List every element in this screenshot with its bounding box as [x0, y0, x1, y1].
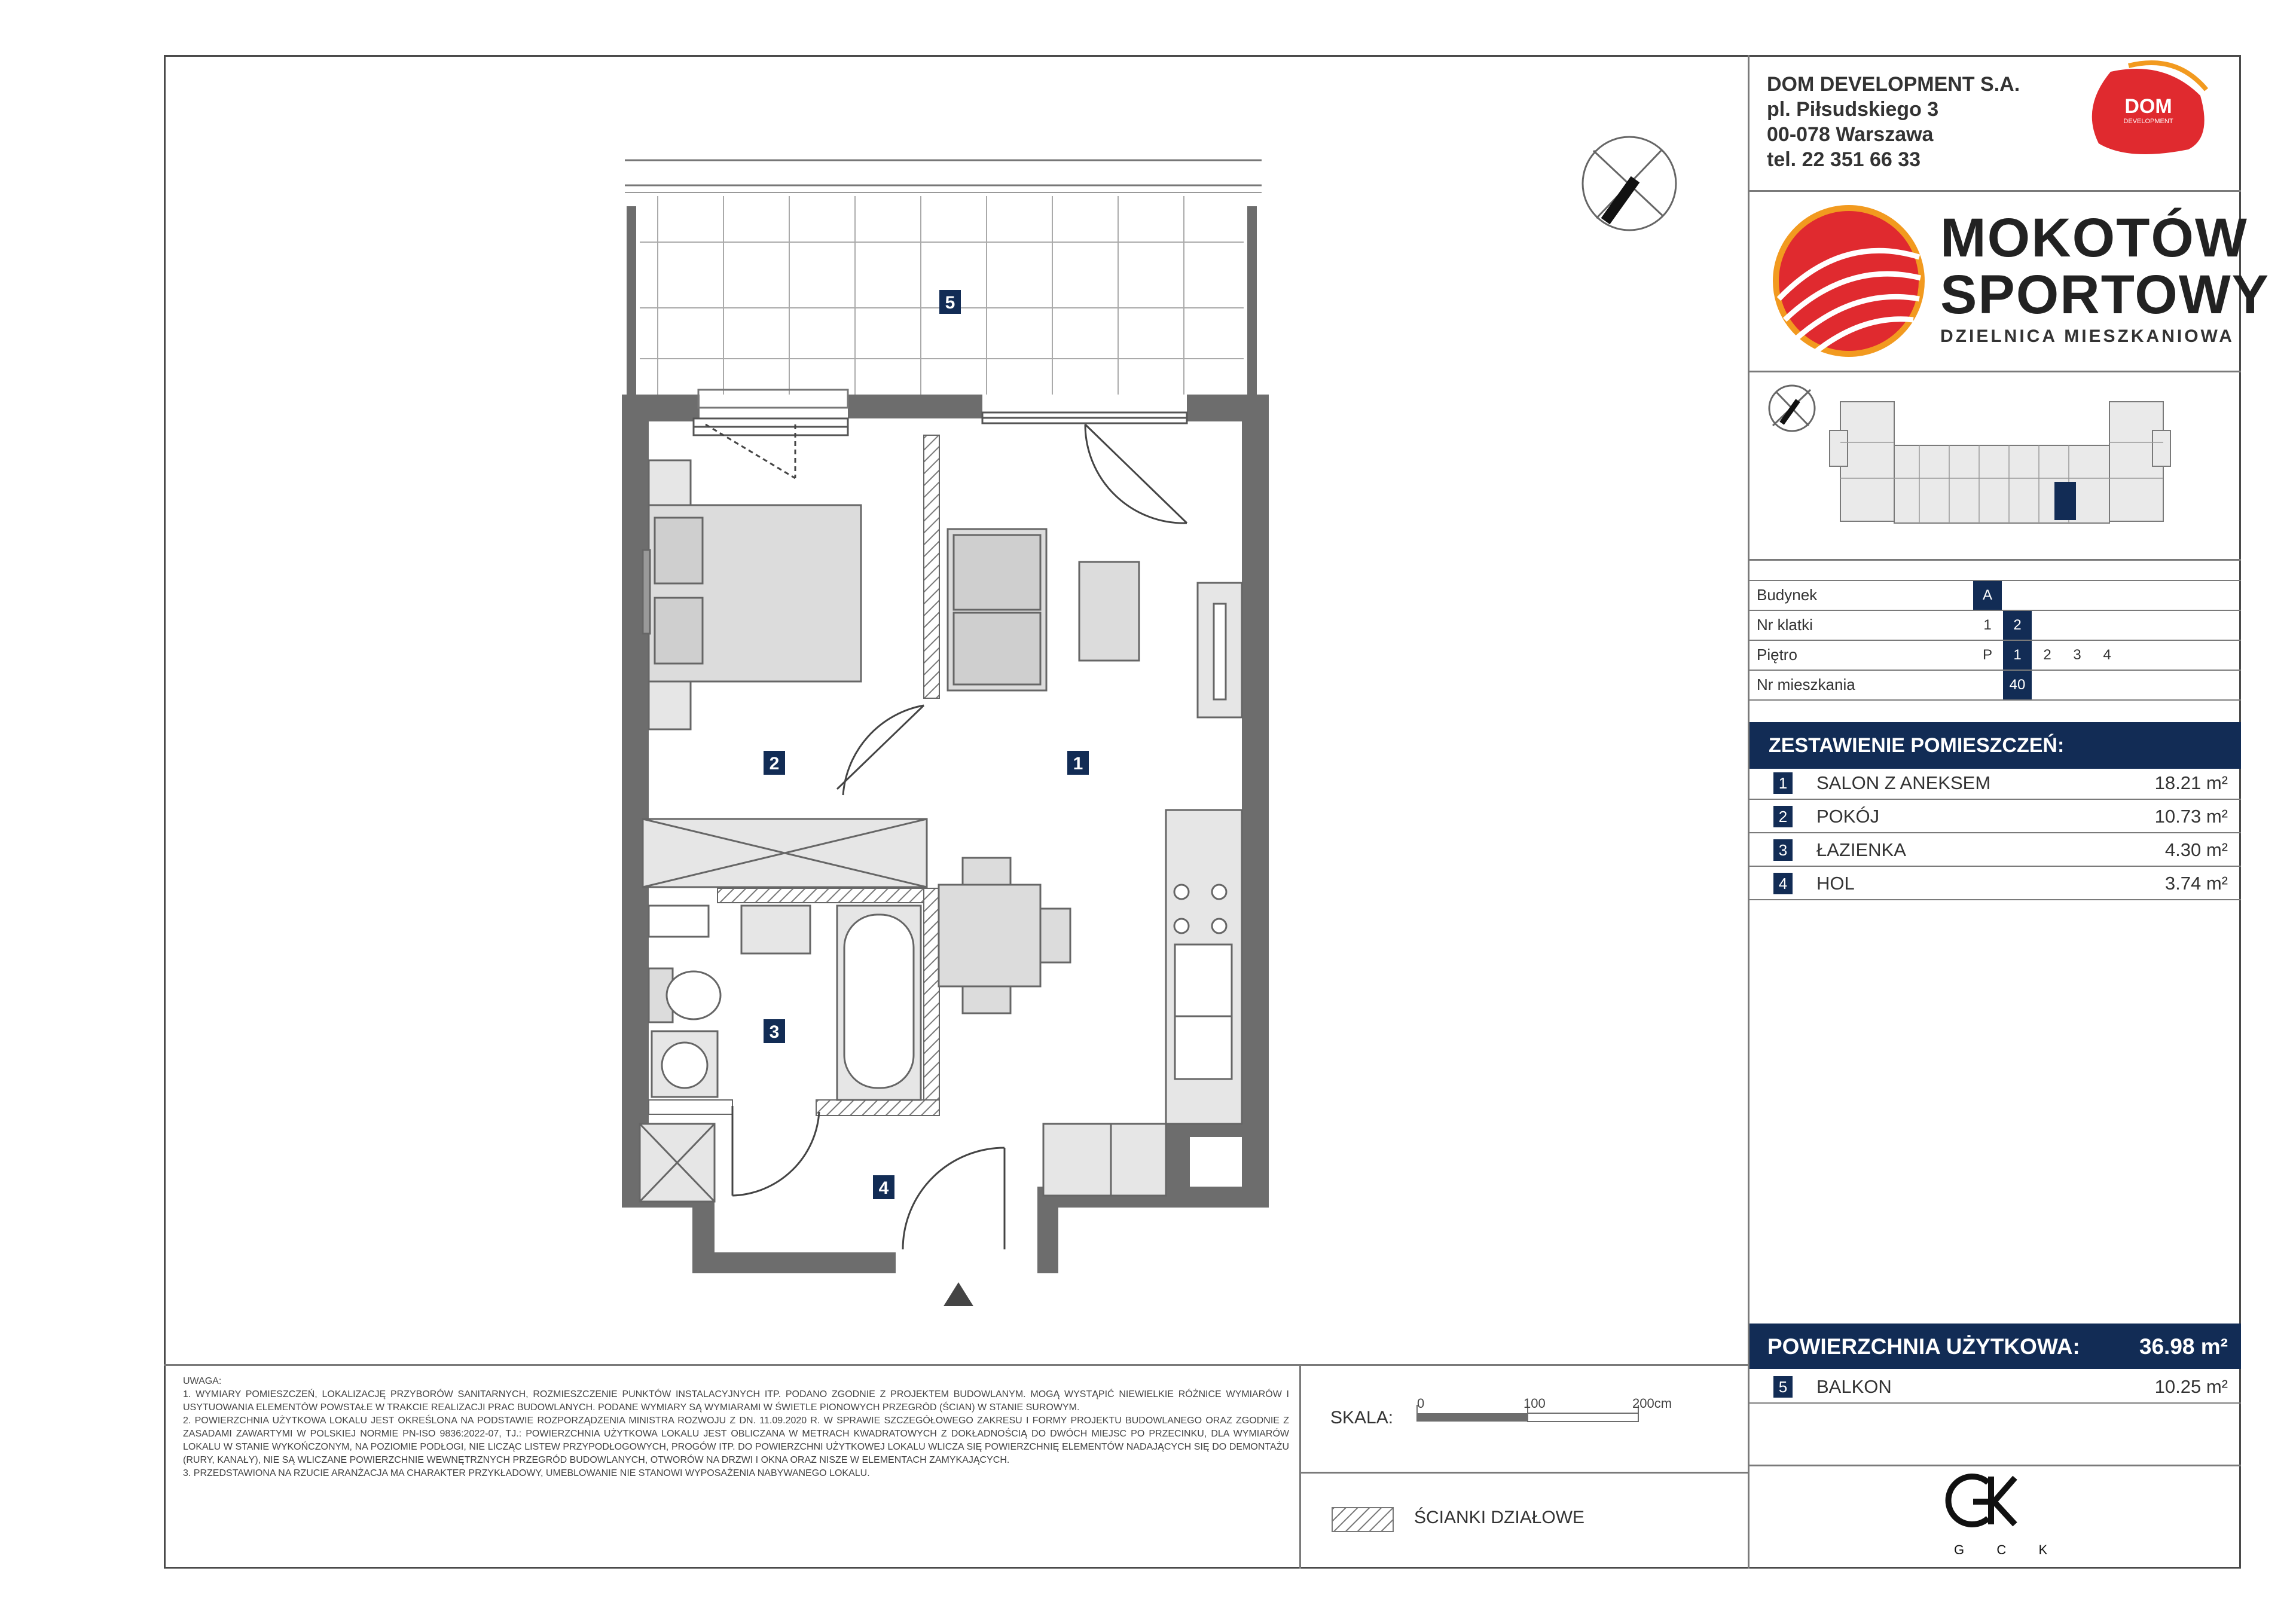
legend-hatch-swatch — [1332, 1508, 1393, 1532]
balcony-divider — [1750, 1402, 2241, 1404]
gck-logo-icon — [1949, 1477, 2015, 1524]
dom-logo-text — [2103, 96, 2193, 126]
scale-tick-200: 200cm — [1632, 1396, 1672, 1411]
company-phone: tel. 22 351 66 33 — [1767, 148, 1921, 171]
balcony-num: 5 — [1773, 1376, 1793, 1398]
room-area-1: 18.21 m² — [2154, 772, 2228, 793]
project-title-2: SPORTOWY — [1940, 264, 2270, 325]
room-row-4 — [1750, 867, 2240, 898]
label-staircase: Nr klatki — [1757, 616, 1813, 634]
compass-icon — [1583, 137, 1676, 230]
note-2: 2. POWIERZCHNIA UŻYTKOWA LOKALU JEST OKREŚLONA NA PODSTAWIE ROZPORZĄDZENIA MINISTRA ROZWOJU Z DN. 11.09.2020 R. W SPRAWIE SZCZEGÓŁOWEGO ZAKRESU I FORMY PROJEKTU BUDOWLANEGO ORAZ ZGODNIE Z ZASADAMI ZAWARTYMI W POLSKIEJ NORMIE PN-ISO 9836:2022-07, TJ.: POWIERZCHNIA UŻYTKOWA LOKALU JEST OBLICZANA W METRACH KWADRATOWYCH Z DOKŁADNOŚCIĄ DO DWÓCH MIEJSC PO PRZECINKU, DLA WYMIARÓW LOKALU W STANIE WYKOŃCZONYM, NA POZIOMIE PODŁOGI, NIE LICZĄC LISTEW PRZYPODŁOGOWYCH, PROGÓW ITP. DO POWIERZCHNI UŻYTKOWEJ LOKALU WLICZA SIĘ POWIERZCHNIĘ ELEMENTÓW NADAJĄCYCH SIĘ DO DEMONTAŻU (RURY, KANAŁY), NIE SĄ WLICZANE POWIERZCHNIE WEWNĘTRZNYCH PRZEGRÓD BUDOWLANYCH, OTWORÓW NA DRZWI I OKNA ORAZ NISZE W ELEMENTACH ZAMYKAJĄCYCH. — [183, 1416, 1289, 1465]
loc-line-4 — [1750, 699, 2241, 701]
usable-area-bar — [1750, 1324, 2241, 1369]
room-area-3: 4.30 m² — [2164, 839, 2228, 860]
room-row-1 — [1750, 766, 2240, 797]
room-area-2: 10.73 m² — [2154, 806, 2228, 827]
rooms-header — [1750, 722, 2241, 769]
room-divider-4 — [1750, 899, 2241, 900]
label-flat-number: Nr mieszkania — [1757, 676, 1855, 693]
floor-p: P — [1982, 647, 1992, 663]
room-area-4: 3.74 m² — [2164, 873, 2228, 894]
company-name: DOM DEVELOPMENT S.A. — [1767, 73, 2020, 96]
location-table — [1750, 580, 2241, 699]
floor-4: 4 — [2103, 647, 2111, 663]
legend-partition-label: ŚCIANKI DZIAŁOWE — [1414, 1508, 1585, 1527]
dom-logo-word: DOM — [2124, 95, 2172, 118]
balcony-area: 10.25 m² — [2154, 1376, 2228, 1397]
plan-label-2: 2 — [769, 754, 780, 774]
furniture — [640, 460, 1242, 1202]
floor-2: 2 — [2043, 647, 2051, 663]
usable-area-label: POWIERZCHNIA UŻYTKOWA: — [1767, 1334, 2080, 1359]
plan-label-5: 5 — [945, 293, 955, 313]
notes-block — [183, 1375, 1289, 1480]
room-num-2: 2 — [1773, 806, 1793, 827]
room-row-2 — [1750, 800, 2240, 831]
mokotow-sportowy-logo-icon — [1776, 208, 1922, 357]
room-name-1: SALON Z ANEKSEM — [1816, 772, 1991, 793]
note-1: 1. WYMIARY POMIESZCZEŃ, LOKALIZACJĘ PRZYBORÓW SANITARNYCH, ROZMIESZCZENIE PUNKTÓW INSTALACYJNYCH ITP. PODANO ZGODNIE Z PROJEKTEM BUDOWLANYM. MOGĄ WYSTĄPIĆ NIEWIELKIE RÓŻNICE WYMIARÓW I USYTUOWANIA ELEMENTÓW POWSTAŁE W TRAKCIE REALIZACJI PRAC BUDOWLANYCH. PODANE WYMIARY SĄ WYMIARAMI W ŚWIETLE PIONOWYCH PRZEGRÓD (ŚCIAN) W STANIE SUROWYM. — [183, 1389, 1289, 1413]
gck-letters: G C K — [1954, 1542, 2056, 1557]
staircase-1: 1 — [1983, 617, 1992, 633]
balcony-row — [1750, 1370, 2240, 1401]
scale-tick-100: 100 — [1523, 1396, 1546, 1411]
plan-label-1: 1 — [1073, 754, 1083, 774]
room-num-4: 4 — [1773, 873, 1793, 894]
balcony — [625, 160, 1262, 398]
balcony-name: BALKON — [1816, 1376, 1892, 1397]
plan-label-3: 3 — [769, 1022, 780, 1042]
notes-title: UWAGA: — [183, 1376, 222, 1386]
loc-line-3 — [1750, 670, 2241, 671]
staircase-2: 2 — [2003, 611, 2032, 640]
room-name-4: HOL — [1816, 873, 1855, 894]
label-building: Budynek — [1757, 586, 1818, 604]
rooms-header-text: ZESTAWIENIE POMIESZCZEŃ: — [1769, 734, 2065, 757]
company-contact — [1767, 72, 2020, 172]
floor-3: 3 — [2073, 647, 2081, 663]
dom-logo-sub: DEVELOPMENT — [2123, 118, 2173, 125]
flat-40: 40 — [2003, 671, 2032, 699]
company-city: 00-078 Warszawa — [1767, 123, 1934, 146]
room-name-3: ŁAZIENKA — [1816, 839, 1906, 860]
scale-tick-0: 0 — [1417, 1396, 1425, 1411]
keyplan-unit-highlight — [2054, 482, 2076, 520]
project-title-1: MOKOTÓW — [1940, 207, 2248, 268]
building-a: A — [1973, 581, 2002, 610]
room-row-3 — [1750, 833, 2240, 864]
room-name-2: POKÓJ — [1816, 806, 1880, 827]
room-num-1: 1 — [1773, 772, 1793, 794]
floor-1: 1 — [2003, 641, 2032, 670]
usable-area-value: 36.98 m² — [2139, 1334, 2228, 1359]
key-plan — [1769, 386, 2170, 523]
room-num-3: 3 — [1773, 839, 1793, 861]
entrance-arrow-icon — [944, 1282, 973, 1306]
label-floor: Piętro — [1757, 646, 1797, 664]
project-subtitle: DZIELNICA MIESZKANIOWA — [1940, 326, 2234, 346]
note-3: 3. PRZEDSTAWIONA NA RZUCIE ARANŻACJA MA CHARAKTER PRZYKŁADOWY, UMEBLOWANIE NIE STANOWI WYPOSAŻENIA NABYWANEGO LOKALU. — [183, 1468, 870, 1478]
scale-label: SKALA: — [1330, 1408, 1394, 1428]
plan-label-4: 4 — [878, 1178, 889, 1198]
company-street: pl. Piłsudskiego 3 — [1767, 98, 1939, 121]
